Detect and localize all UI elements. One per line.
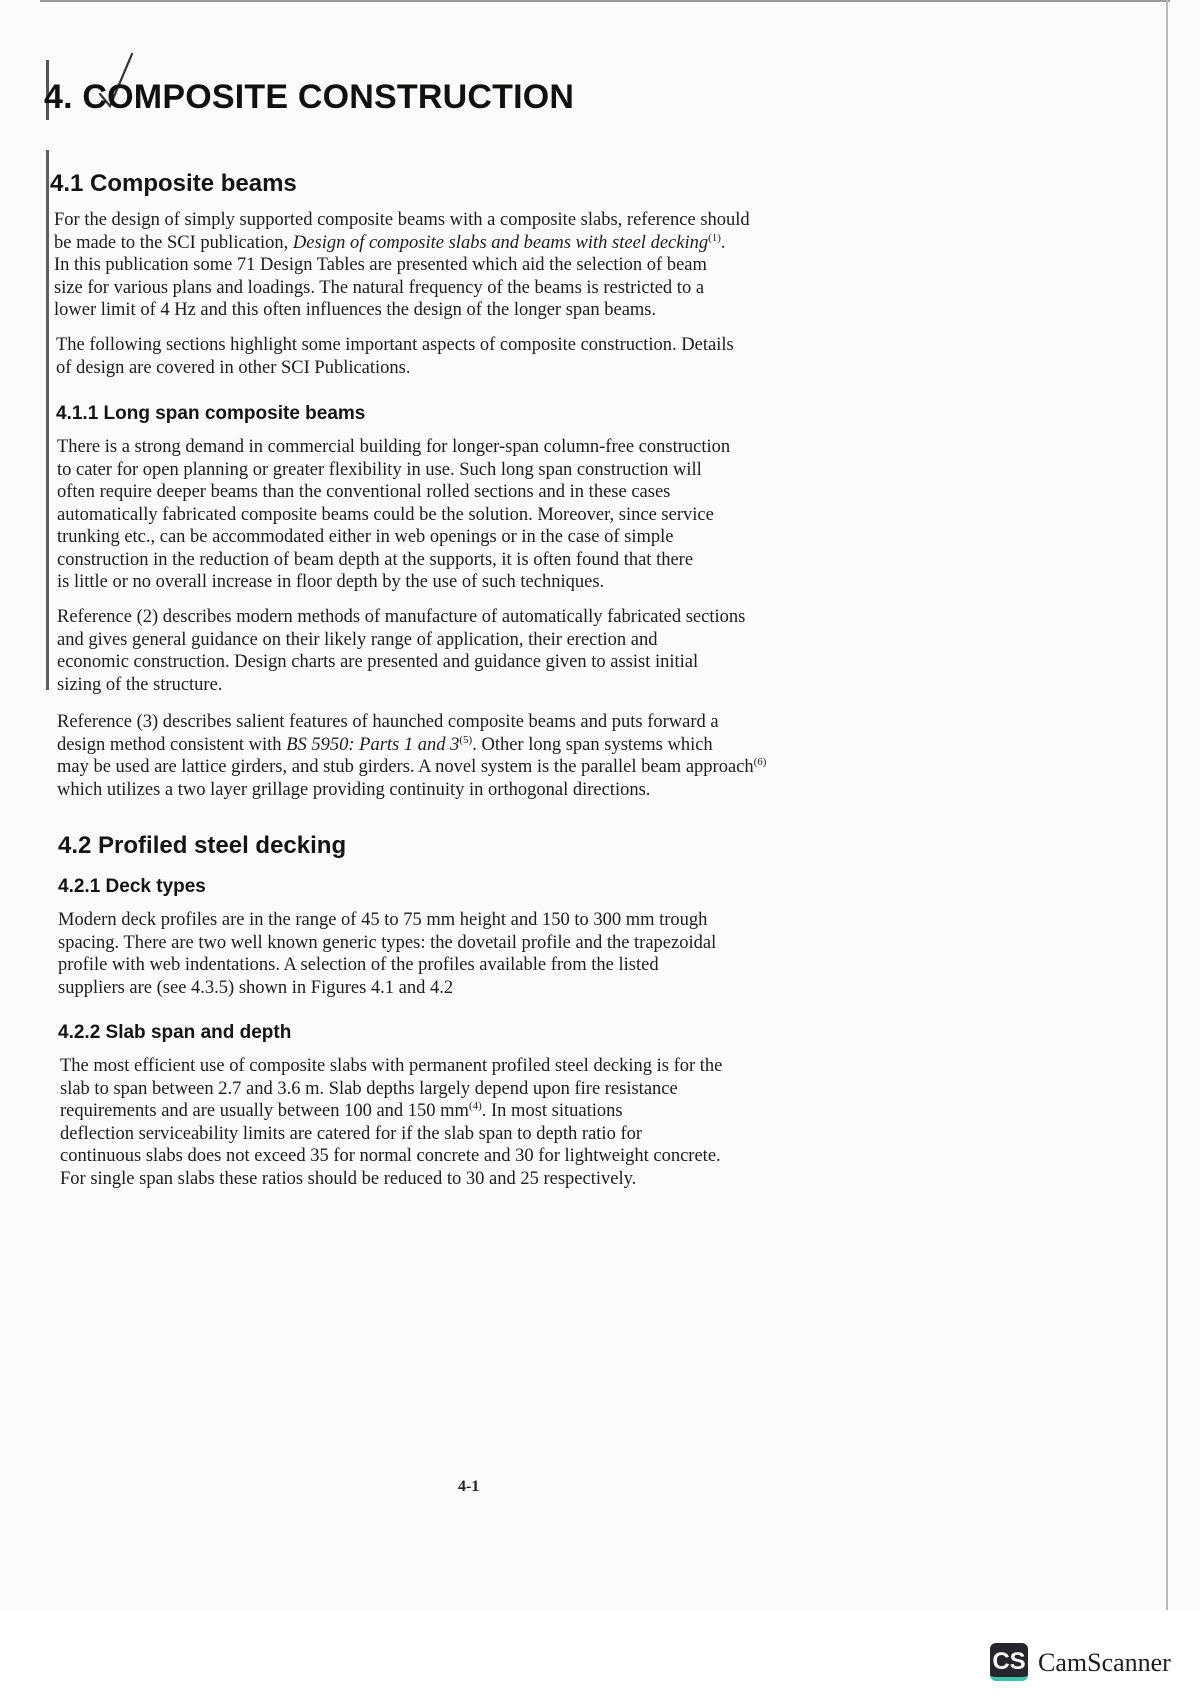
text-run: requirements and are usually between 100 and 150 mm xyxy=(60,1101,469,1121)
text-line: For single span slabs these ratios should be reduced to 30 and 25 respectively. xyxy=(60,1168,637,1189)
text-line: construction in the reduction of beam depth at the supports, it is often found that there xyxy=(57,549,694,570)
text-line: spacing. There are two well known generic types: the dovetail profile and the trapezoidal xyxy=(58,932,717,953)
text-line: The most efficient use of composite slabs with permanent profiled steel decking is for the xyxy=(60,1056,723,1076)
text-run: . In most situations xyxy=(481,1101,623,1121)
reference-number: (6) xyxy=(753,755,767,768)
paragraph-4-2-1 xyxy=(58,909,716,999)
text-line xyxy=(57,756,766,779)
text-line: and gives general guidance on their likely range of application, their erection and xyxy=(57,629,658,650)
standard-title: BS 5950: Parts 1 and 3 xyxy=(286,734,460,755)
reference-number: (4) xyxy=(468,1099,482,1112)
text-line: which utilizes a two layer grillage providing continuity in orthogonal directions. xyxy=(57,779,651,800)
text-line: often require deeper beams than the conventional rolled sections and in these cases xyxy=(57,482,671,502)
camscanner-watermark-text: CamScanner xyxy=(1038,1648,1171,1677)
text-line xyxy=(60,1100,722,1123)
text-line: Reference (3) describes salient features of haunched composite beams and puts forward a xyxy=(57,712,719,732)
text-run: may be used are lattice girders, and stub girders. A novel system is the parallel beam approach xyxy=(57,757,754,777)
text-line: deflection serviceability limits are catered for if the slab span to depth ratio for xyxy=(60,1123,643,1144)
paragraph-4-1-b xyxy=(56,334,734,379)
paragraph-4-1-1-c xyxy=(57,711,766,801)
chapter-title: 4. COMPOSITE CONSTRUCTION xyxy=(44,78,575,116)
paragraph-4-2-2 xyxy=(60,1055,722,1190)
text-line: For the design of simply supported composite beams with a composite slabs, reference should xyxy=(54,210,750,230)
text-line: The following sections highlight some important aspects of composite construction. Details xyxy=(56,335,734,355)
section-heading-4-1: 4.1 Composite beams xyxy=(50,170,297,197)
camscanner-logo-icon: CS xyxy=(990,1643,1028,1681)
text-line: size for various plans and loadings. The natural frequency of the beams is restricted to a xyxy=(54,277,705,298)
reference-number: (1) xyxy=(708,231,721,244)
text-line: continuous slabs does not exceed 35 for normal concrete and 30 for lightweight concrete. xyxy=(60,1146,721,1166)
text-line: slab to span between 2.7 and 3.6 m. Slab depths largely depend upon fire resistance xyxy=(60,1078,678,1099)
text-line: to cater for open planning or greater flexibility in use. Such long span construction will xyxy=(57,459,702,480)
text-run: design method consistent with xyxy=(57,734,287,755)
margin-bar xyxy=(46,150,49,690)
text-line: suppliers are (see 4.3.5) shown in Figures 4.1 and 4.2 xyxy=(58,977,454,998)
text-line: lower limit of 4 Hz and this often influences the design of the longer span beams. xyxy=(54,300,657,320)
paragraph-4-1-a xyxy=(54,209,750,322)
text-run: be made to the SCI publication, xyxy=(54,232,293,253)
reference-number: (5) xyxy=(459,733,473,746)
text-line: automatically fabricated composite beams could be the solution. Moreover, since service xyxy=(57,504,714,525)
text-line: Reference (2) describes modern methods of manufacture of automatically fabricated sections xyxy=(57,607,746,627)
page-number: 4-1 xyxy=(458,1478,480,1495)
text-line: economic construction. Design charts are presented and guidance given to assist initial xyxy=(57,652,699,672)
text-line: There is a strong demand in commercial building for longer-span column-free construction xyxy=(57,437,731,457)
text-run: . Other long span systems which xyxy=(472,734,713,755)
section-heading-4-2: 4.2 Profiled steel decking xyxy=(58,832,347,859)
text-line: In this publication some 71 Design Tables are presented which aid the selection of beam xyxy=(54,255,707,275)
text-line xyxy=(54,232,750,255)
section-heading-4-1-1: 4.1.1 Long span composite beams xyxy=(56,403,366,424)
text-line: trunking etc., can be accommodated either in web openings or in the case of simple xyxy=(57,527,674,547)
section-heading-4-2-2: 4.2.2 Slab span and depth xyxy=(58,1022,292,1043)
page-edge-top xyxy=(40,0,1170,2)
paragraph-4-1-1-a xyxy=(57,436,730,594)
page-edge-right xyxy=(1166,0,1168,1620)
text-line: Modern deck profiles are in the range of 45 to 75 mm height and 150 to 300 mm trough xyxy=(58,910,708,930)
publication-title: Design of composite slabs and beams with steel decking xyxy=(292,232,709,253)
text-line xyxy=(57,734,766,757)
text-line: profile with web indentations. A selection of the profiles available from the listed xyxy=(58,955,659,975)
paragraph-4-1-1-b xyxy=(57,606,745,696)
text-run: . xyxy=(720,232,726,253)
text-line: is little or no overall increase in floor depth by the use of such techniques. xyxy=(57,572,605,592)
text-line: sizing of the structure. xyxy=(57,674,223,695)
section-heading-4-2-1: 4.2.1 Deck types xyxy=(58,876,206,897)
text-line: of design are covered in other SCI Publications. xyxy=(56,357,411,378)
